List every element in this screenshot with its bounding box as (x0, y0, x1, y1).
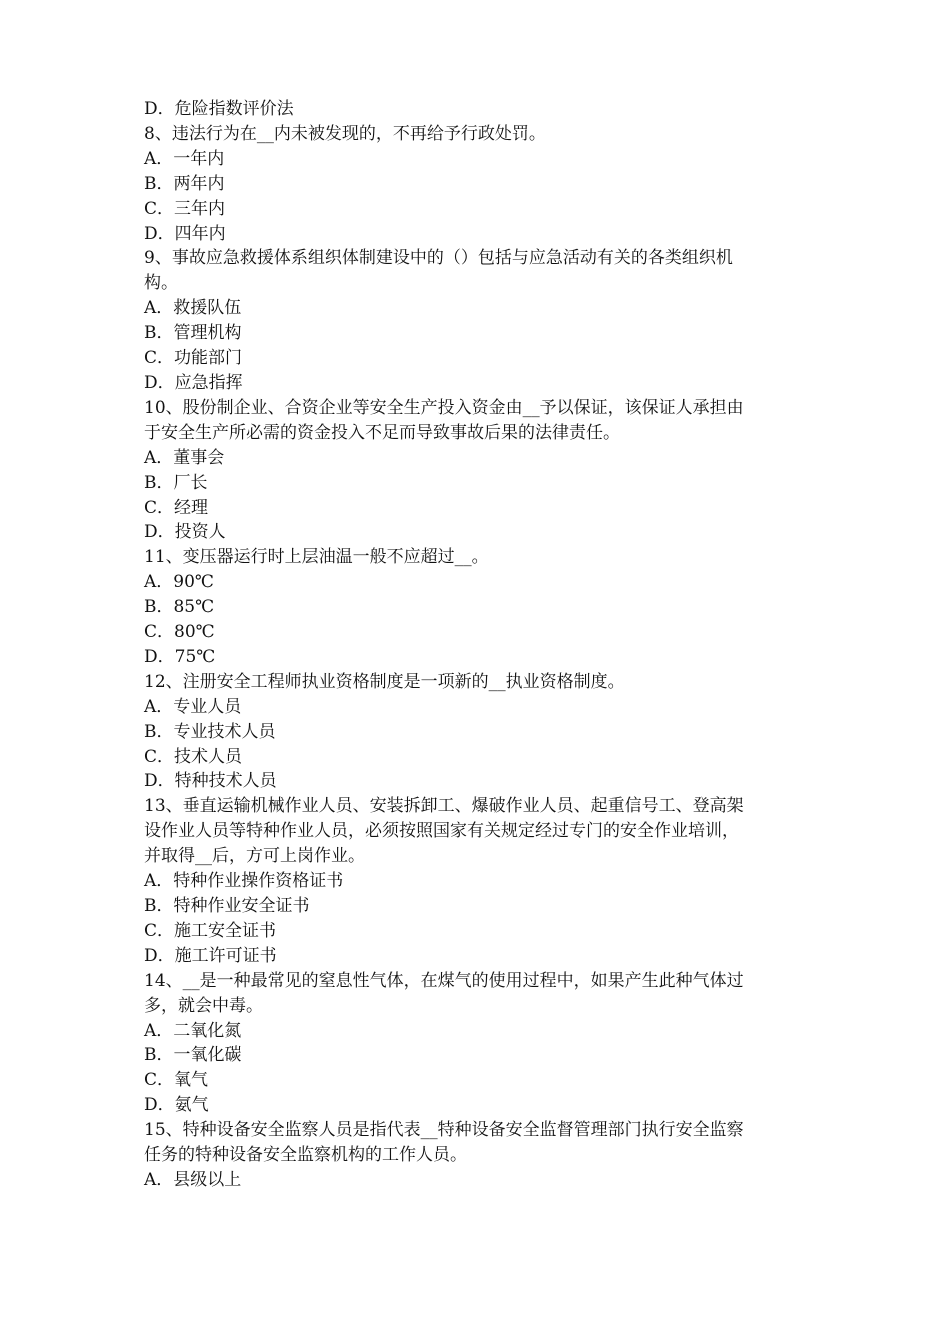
option-line: D．75℃ (144, 646, 216, 667)
option-line: B．一氧化碳 (144, 1045, 242, 1066)
question-line: 12、注册安全工程师执业资格制度是一项新的__执业资格制度。 (144, 671, 625, 692)
option-line: D．四年内 (144, 223, 226, 244)
option-line: D．应急指挥 (144, 372, 243, 393)
question-line: 10、股份制企业、合资企业等安全生产投入资金由__予以保证，该保证人承担由 (144, 397, 744, 418)
option-line: A．特种作业操作资格证书 (144, 871, 344, 892)
question-line: 设作业人员等特种作业人员，必须按照国家有关规定经过专门的安全作业培训， (144, 821, 739, 842)
option-line: A．二氧化氮 (144, 1020, 242, 1041)
option-line: B．专业技术人员 (144, 721, 276, 742)
option-line: C．技术人员 (144, 746, 243, 767)
option-line: B．厂长 (144, 472, 208, 493)
question-line: 11、变压器运行时上层油温一般不应超过__。 (144, 547, 489, 568)
option-line: A．救援队伍 (144, 298, 242, 319)
option-line: D．施工许可证书 (144, 945, 277, 966)
option-line: A．董事会 (144, 447, 225, 468)
question-line: 多，就会中毒。 (144, 995, 263, 1016)
question-line: 任务的特种设备安全监察机构的工作人员。 (144, 1145, 467, 1166)
option-line: B．管理机构 (144, 323, 242, 344)
option-line: D．氨气 (144, 1095, 209, 1116)
document-body (144, 97, 824, 1193)
question-line: 于安全生产所必需的资金投入不足而导致事故后果的法律责任。 (144, 422, 620, 443)
question-line: 15、特种设备安全监察人员是指代表__特种设备安全监督管理部门执行安全监察 (144, 1120, 744, 1141)
option-line: B．85℃ (144, 597, 215, 618)
option-line: C．功能部门 (144, 348, 243, 369)
question-line: 8、违法行为在__内未被发现的，不再给予行政处罚。 (144, 123, 546, 144)
option-line: A．一年内 (144, 148, 225, 169)
question-line: 14、__是一种最常见的窒息性气体，在煤气的使用过程中，如果产生此种气体过 (144, 970, 744, 991)
option-line: A．90℃ (144, 572, 214, 593)
question-line: 13、垂直运输机械作业人员、安装拆卸工、爆破作业人员、起重信号工、登高架 (144, 796, 744, 817)
question-line: 构。 (144, 273, 178, 294)
option-line: C．施工安全证书 (144, 920, 277, 941)
option-line: C．80℃ (144, 622, 215, 643)
option-line: C．经理 (144, 497, 209, 518)
option-line: D．特种技术人员 (144, 771, 277, 792)
option-line: C．氧气 (144, 1070, 209, 1091)
question-line: 并取得__后，方可上岗作业。 (144, 846, 365, 867)
option-line: A．专业人员 (144, 696, 242, 717)
option-line: C．三年内 (144, 198, 226, 219)
question-line: 9、事故应急救援体系组织体制建设中的（）包括与应急活动有关的各类组织机 (144, 248, 733, 269)
option-line: B．两年内 (144, 173, 225, 194)
option-line: D．投资人 (144, 522, 226, 543)
option-line: A．县级以上 (144, 1169, 242, 1190)
option-line: B．特种作业安全证书 (144, 896, 310, 916)
option-line: D．危险指数评价法 (144, 99, 294, 119)
